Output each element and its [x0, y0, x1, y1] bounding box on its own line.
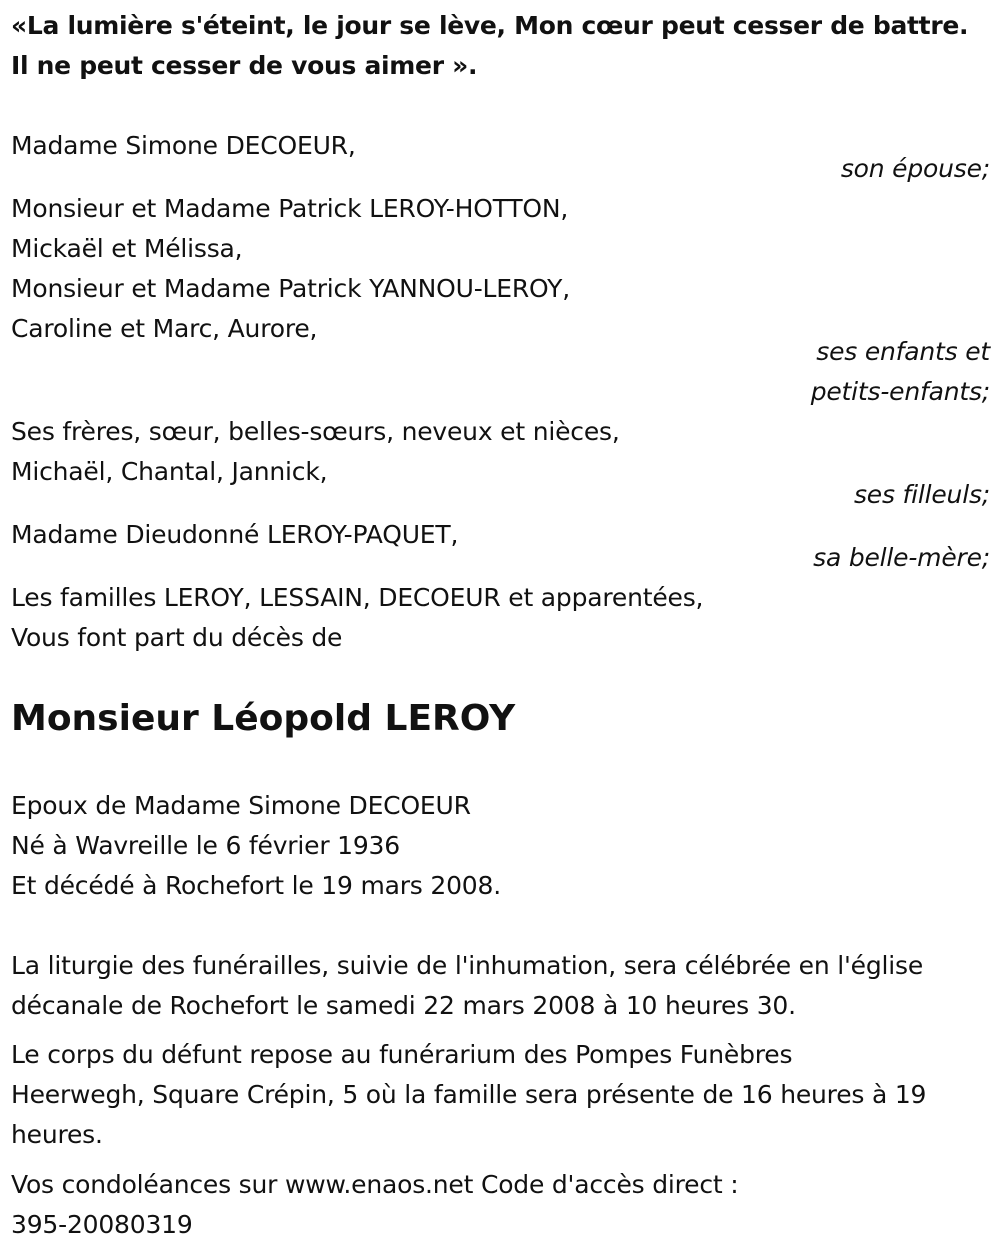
- children-line-4: Caroline et Marc, Aurore,: [11, 314, 318, 343]
- condolences-code: 395-20080319: [11, 1210, 193, 1239]
- funeral-details: [11, 946, 923, 1026]
- children-line-3: Monsieur et Madame Patrick YANNOU-LEROY,: [11, 274, 570, 303]
- godchildren: Michaël, Chantal, Jannick,: [11, 457, 328, 486]
- funerarium-details: [11, 1035, 926, 1155]
- children-role-1: ses enfants et: [816, 337, 990, 366]
- born-line: Né à Wavreille le 6 février 1936: [11, 831, 400, 860]
- children-role-2: petits-enfants;: [810, 377, 990, 406]
- rest-line-1: Le corps du défunt repose au funérarium des Pompes Funèbres: [11, 1040, 793, 1069]
- wife-role: son épouse;: [840, 154, 990, 183]
- condolences: [11, 1165, 738, 1245]
- rest-line-3: heures.: [11, 1120, 103, 1149]
- quote-line-2: Il ne peut cesser de vous aimer ».: [11, 51, 478, 80]
- announcement: Vous font part du décès de: [11, 623, 343, 652]
- siblings: Ses frères, sœur, belles-sœurs, neveux et nièces,: [11, 417, 620, 446]
- deceased-name: Monsieur Léopold LEROY: [11, 698, 516, 739]
- quote: [11, 6, 968, 86]
- families: Les familles LEROY, LESSAIN, DECOEUR et apparentées,: [11, 583, 704, 612]
- condolences-line-1: Vos condoléances sur www.enaos.net Code d'accès direct :: [11, 1170, 739, 1199]
- spouse-line: Epoux de Madame Simone DECOEUR: [11, 791, 471, 820]
- children-line-1: Monsieur et Madame Patrick LEROY-HOTTON,: [11, 194, 569, 223]
- quote-line-1: «La lumière s'éteint, le jour se lève, Mon cœur peut cesser de battre.: [11, 11, 969, 40]
- children-list: [11, 189, 570, 349]
- mother-in-law-role: sa belle-mère;: [813, 543, 990, 572]
- liturgy-line-1: La liturgie des funérailles, suivie de l'inhumation, sera célébrée en l'église: [11, 951, 924, 980]
- deceased-info: [11, 786, 501, 906]
- rest-line-2: Heerwegh, Square Crépin, 5 où la famille sera présente de 16 heures à 19: [11, 1080, 927, 1109]
- liturgy-line-2: décanale de Rochefort le samedi 22 mars 2008 à 10 heures 30.: [11, 991, 796, 1020]
- children-line-2: Mickaël et Mélissa,: [11, 234, 243, 263]
- mother-in-law: Madame Dieudonné LEROY-PAQUET,: [11, 520, 459, 549]
- died-line: Et décédé à Rochefort le 19 mars 2008.: [11, 871, 501, 900]
- wife-name: Madame Simone DECOEUR,: [11, 131, 356, 160]
- godchildren-role: ses filleuls;: [853, 480, 990, 509]
